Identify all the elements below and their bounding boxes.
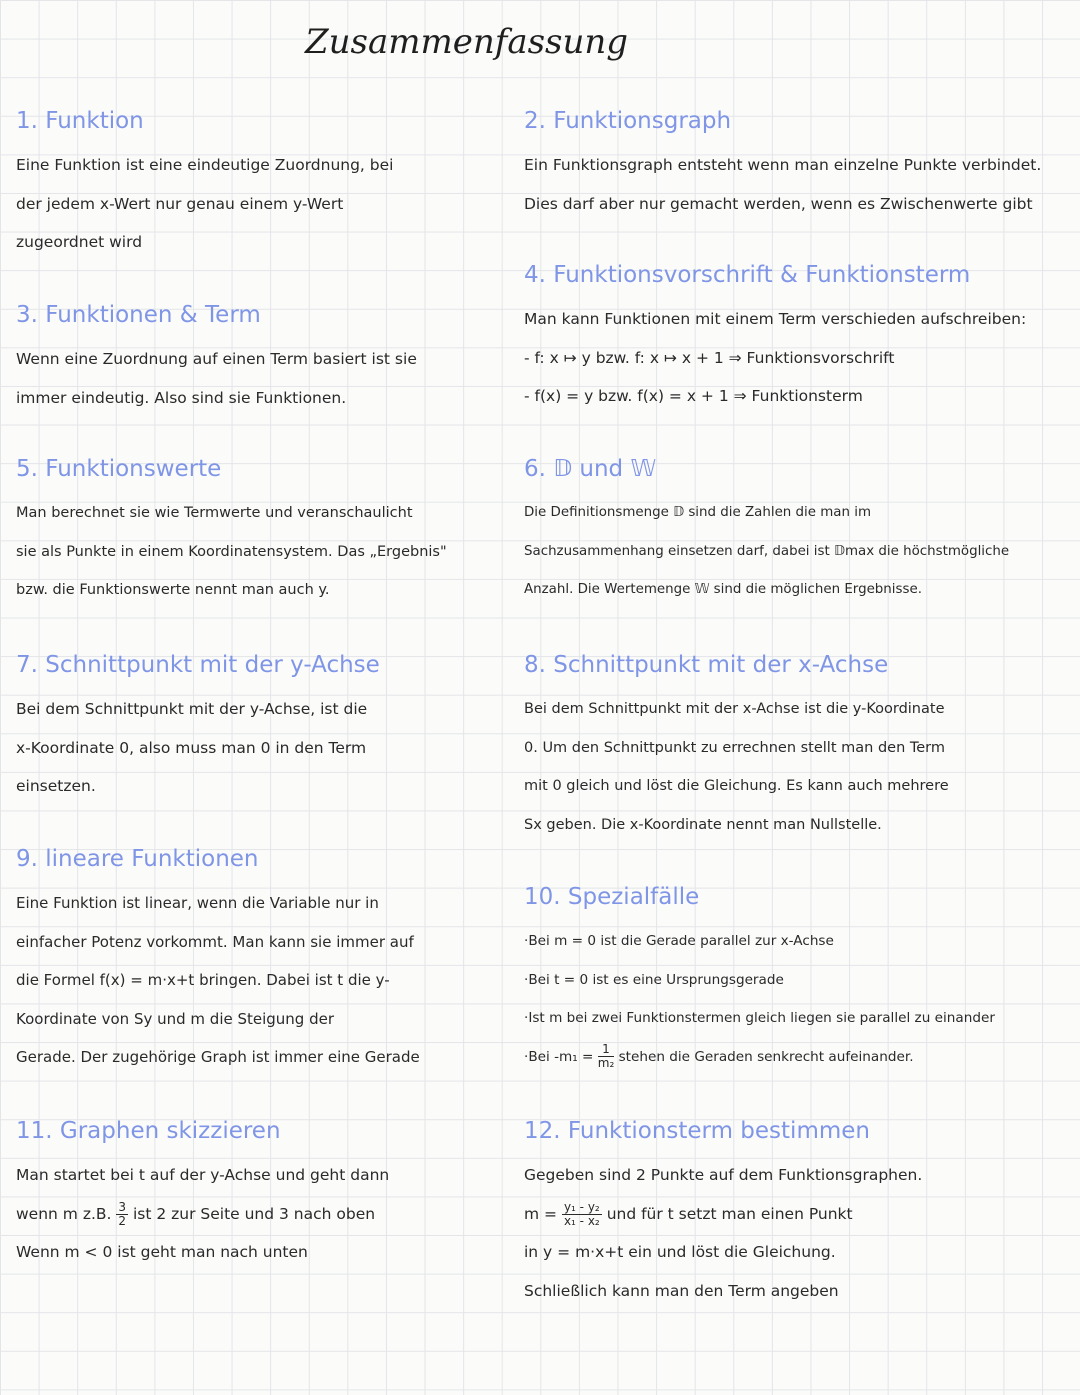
text-line: Gegeben sind 2 Punkte auf dem Funktionsgraphen. xyxy=(524,1166,923,1184)
fraction-numerator: 3 xyxy=(118,1199,127,1214)
text-line: der jedem x-Wert nur genau einem y-Wert xyxy=(16,194,344,213)
text-line: Sx geben. Die x-Koordinate nennt man Nullstelle. xyxy=(524,816,882,833)
section-funktion xyxy=(16,108,516,262)
section-heading: 10. Spezialfälle xyxy=(524,884,700,910)
text-line: zugeordnet wird xyxy=(16,233,143,252)
text-line: Man startet bei t auf der y-Achse und geht dann xyxy=(16,1166,390,1184)
section-heading: 4. Funktionsvorschrift & Funktionsterm xyxy=(524,262,971,288)
section-funktionsvorschrift xyxy=(524,262,1074,416)
section-body xyxy=(524,300,1074,416)
text-line: Eine Funktion ist linear, wenn die Variable nur in xyxy=(16,894,379,912)
fraction xyxy=(562,1201,602,1228)
section-heading: 6. 𝔻 und 𝕎 xyxy=(524,456,656,482)
text-line: Koordinate von Sy und m die Steigung der xyxy=(16,1009,335,1028)
text-line: Sachzusammenhang einsetzen darf, dabei ist 𝔻max die höchstmögliche xyxy=(524,543,1010,559)
fraction xyxy=(598,1043,615,1070)
section-lineare-funktionen xyxy=(16,846,521,1077)
text-line: Schließlich kann man den Term angeben xyxy=(524,1281,839,1300)
fraction-denominator: 2 xyxy=(118,1213,127,1228)
text-line: einfacher Potenz vorkommt. Man kann sie immer auf xyxy=(16,932,414,951)
section-heading: 7. Schnittpunkt mit der y-Achse xyxy=(16,652,380,678)
text-line xyxy=(16,1195,521,1234)
text-fragment: m = xyxy=(524,1204,558,1223)
text-line: sie als Punkte in einem Koordinatensystem. Das „Ergebnis" xyxy=(16,543,447,560)
text-line: Man kann Funktionen mit einem Term verschieden aufschreiben: xyxy=(524,310,1027,328)
section-definitionsmenge xyxy=(524,456,1076,610)
section-spezialfaelle xyxy=(524,884,1076,1076)
section-heading: 1. Funktion xyxy=(16,108,144,134)
text-fragment: und für t setzt man einen Punkt xyxy=(606,1204,853,1223)
text-line: x-Koordinate 0, also muss man 0 in den Term xyxy=(16,738,367,757)
fraction-denominator: x₁ - x₂ xyxy=(563,1213,600,1228)
section-body xyxy=(524,690,1074,844)
section-heading: 3. Funktionen & Term xyxy=(16,302,261,328)
section-schnittpunkt-x xyxy=(524,652,1074,844)
section-heading: 5. Funktionswerte xyxy=(16,456,222,482)
text-line: Ein Funktionsgraph entsteht wenn man einzelne Punkte verbindet. xyxy=(524,156,1042,174)
page-title: Zusammenfassung xyxy=(305,22,629,62)
text-fragment: ist 2 zur Seite und 3 nach oben xyxy=(132,1204,376,1223)
section-schnittpunkt-y xyxy=(16,652,516,806)
section-heading: 11. Graphen skizzieren xyxy=(16,1118,281,1144)
section-body xyxy=(16,340,516,417)
section-heading: 2. Funktionsgraph xyxy=(524,108,732,134)
section-funktionsterm-bestimmen xyxy=(524,1118,1074,1310)
section-body xyxy=(16,1156,521,1272)
section-body xyxy=(16,690,516,806)
text-line: Dies darf aber nur gemacht werden, wenn es Zwischenwerte gibt xyxy=(524,194,1033,213)
text-fragment: ·Bei -m₁ = xyxy=(524,1048,594,1065)
section-funktionswerte xyxy=(16,456,521,610)
section-body xyxy=(524,1156,1074,1310)
section-body xyxy=(524,922,1076,1076)
text-line: ·Bei t = 0 ist es eine Ursprungsgerade xyxy=(524,971,784,988)
text-line: Bei dem Schnittpunkt mit der x-Achse ist die y-Koordinate xyxy=(524,701,945,717)
section-body xyxy=(16,494,521,610)
text-line: die Formel f(x) = m·x+t bringen. Dabei ist t die y- xyxy=(16,971,390,990)
text-fragment: wenn m z.B. xyxy=(16,1204,112,1223)
section-funktionsgraph xyxy=(524,108,1074,223)
text-line: - f(x) = y bzw. f(x) = x + 1 ⇒ Funktionsterm xyxy=(524,387,863,406)
text-line: Man berechnet sie wie Termwerte und veranschaulicht xyxy=(16,505,413,521)
text-line xyxy=(524,1038,1076,1077)
text-fragment: stehen die Geraden senkrecht aufeinander. xyxy=(618,1048,914,1065)
text-line: - f: x ↦ y bzw. f: x ↦ x + 1 ⇒ Funktionsvorschrift xyxy=(524,348,895,367)
section-body xyxy=(16,146,516,262)
section-body xyxy=(16,884,521,1077)
section-heading: 12. Funktionsterm bestimmen xyxy=(524,1118,870,1144)
fraction xyxy=(116,1201,128,1228)
section-body xyxy=(524,494,1076,610)
section-graphen-skizzieren xyxy=(16,1118,521,1272)
text-line: ·Ist m bei zwei Funktionstermen gleich liegen sie parallel zu einander xyxy=(524,1010,995,1027)
text-line: Anzahl. Die Wertemenge 𝕎 sind die möglichen Ergebnisse. xyxy=(524,582,922,598)
text-line: Eine Funktion ist eine eindeutige Zuordnung, bei xyxy=(16,156,394,174)
text-line: mit 0 gleich und löst die Gleichung. Es kann auch mehrere xyxy=(524,778,949,795)
section-heading: 9. lineare Funktionen xyxy=(16,846,259,872)
text-line: in y = m·x+t ein und löst die Gleichung. xyxy=(524,1243,836,1262)
section-body xyxy=(524,146,1074,223)
text-line: einsetzen. xyxy=(16,777,96,796)
section-heading: 8. Schnittpunkt mit der x-Achse xyxy=(524,652,889,678)
fraction-numerator: 1 xyxy=(598,1043,615,1057)
text-line: bzw. die Funktionswerte nennt man auch y. xyxy=(16,582,330,599)
text-line: Wenn eine Zuordnung auf einen Term basiert ist sie xyxy=(16,350,417,368)
text-line: Gerade. Der zugehörige Graph ist immer eine Gerade xyxy=(16,1048,420,1067)
text-line: Bei dem Schnittpunkt mit der y-Achse, ist die xyxy=(16,700,368,718)
fraction-numerator: y₁ - y₂ xyxy=(563,1199,600,1214)
text-line: Die Definitionsmenge 𝔻 sind die Zahlen die man im xyxy=(524,505,872,520)
text-line: immer eindeutig. Also sind sie Funktionen. xyxy=(16,388,347,407)
text-line: ·Bei m = 0 ist die Gerade parallel zur x-Achse xyxy=(524,933,834,949)
text-line: Wenn m < 0 ist geht man nach unten xyxy=(16,1243,308,1262)
section-funktionen-term xyxy=(16,302,516,417)
fraction-denominator: m₂ xyxy=(597,1056,615,1071)
text-line xyxy=(524,1195,1074,1234)
text-line: 0. Um den Schnittpunkt zu errechnen stellt man den Term xyxy=(524,739,946,756)
